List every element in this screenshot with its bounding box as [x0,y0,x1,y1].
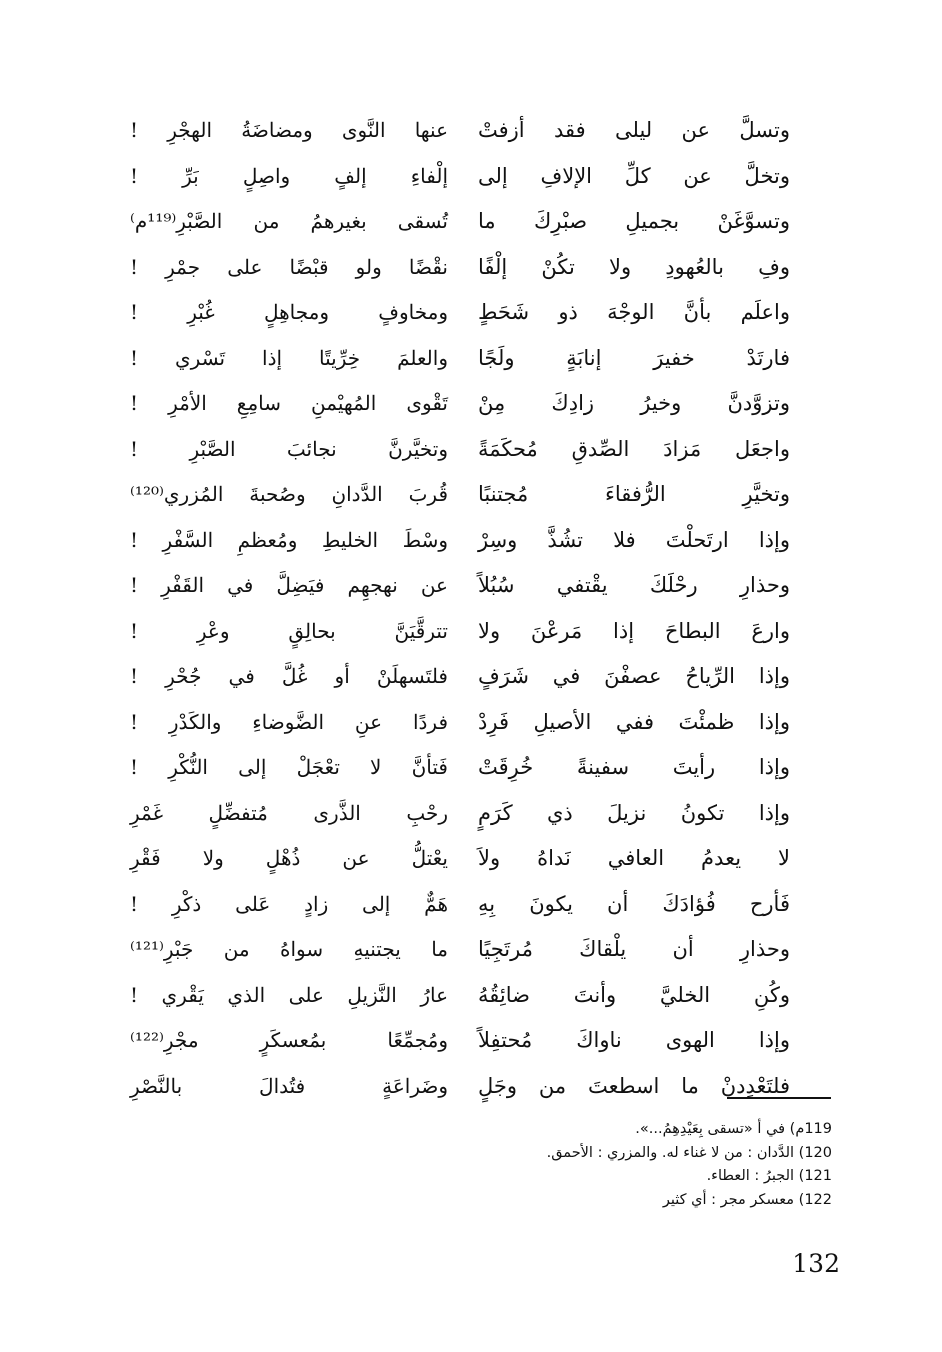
footnote-separator [727,1097,831,1099]
verse-first-hemistich: وفِ بالعُهودِ ولا تكُنْ إلْفًا [478,254,790,279]
footnote: 122) معسكر مجر : أي كثير [662,1191,832,1208]
verse-first-hemistich: وتسوَّغَنْ بجميلِ صبْرِكَ ما [478,209,790,233]
verse-second-hemistich: عن نهجهِم فيَضِلَّ في القَفْرِ ! [130,573,448,597]
verse-second-hemistich: فَتأنَّ لا تعْجَلْ إلى النُّكْرِ ! [130,755,448,779]
verse-first-hemistich: واجعَل مَزادَ الصِّدقِ مُحكَمَةً [478,436,790,461]
footnote: 120) الدَّدان : من لا غناء له. والمزري : الأحمق. [546,1144,832,1161]
verse-first-hemistich: وارعَ البطاحَ إذا مَرعْنَ ولا [478,618,790,643]
verse-first-hemistich: وتزوَّدنَّ وخيرُ زادِكَ مِنْ [478,391,790,415]
poem-left-column [130,108,448,1109]
verse-first-hemistich: وإذا تكونُ نزيلَ ذي كَرَمٍ [478,800,790,825]
verse-second-hemistich: قُربَ الدَّدانِ وصُحبةَ المُزري⁽¹²⁰⁾ [130,482,448,506]
verse-second-hemistich: تَقْوى المُهيْمنِ سامِعِ الأمْرِ ! [130,391,448,415]
verse-first-hemistich: وتخيَّرِ الرُّفقاءَ مُجتنبًا [478,482,790,506]
verse-first-hemistich: وإذا ظمئْتَ ففي الأصيلِ فَرِدْ [478,709,790,734]
verse-second-hemistich: فردًا عنِ الضَّوضاءِ والكَدْرِ ! [130,709,448,734]
verse-second-hemistich: والعلمَ خِرِّيتًا إذا تَسْري ! [130,345,448,370]
footnotes [380,1118,832,1212]
verse-second-hemistich: إلْفاءِ إلفٍ واصِلٍ بَرِّ ! [130,163,448,188]
verse-first-hemistich: وتسلَّ عن ليلى فقد أزفتْ [478,118,790,142]
verse-second-hemistich: وسْطَ الخليطِ ومُعظمِ السَّفْرِ ! [130,527,448,552]
verse-first-hemistich: واعلَم بأنَّ الوجْهَ ذو شَحَطٍ [478,300,790,324]
verse-first-hemistich: وإذا الهوى ناواكَ مُحتفِلاً [478,1028,790,1052]
verse-first-hemistich: فَأرح فُؤادَكَ أن يكونَ بِهِ [478,891,790,916]
verse-first-hemistich: فارتَدْ خفيرَ إنابَةٍ ولَجًا [478,345,790,370]
verse-second-hemistich: عارُ النَّزيلِ على الذي يَقْري ! [130,982,448,1007]
verse-second-hemistich: يعْتلُّ عن ذُهْلٍ ولا فَقْرِ [130,846,448,870]
verse-second-hemistich: عنها النَّوى ومضاضَةُ الهجْرِ ! [130,118,448,142]
verse-second-hemistich: تُسقى بغيرهمُ من الصَّبْرِ⁽¹¹⁹م⁾ [130,209,448,233]
verse-first-hemistich: وإذا رأيتَ سفينةً خُرِقَتْ [478,755,790,779]
verse-second-hemistich: تترقَّيَنَّ بحالِقٍ وعْرِ ! [130,618,448,643]
verse-first-hemistich: لا يعدمُ العافي نَداهُ ولاَ [478,846,790,870]
verse-second-hemistich: ومخاوفٍ ومجاهِلٍ غُبْرِ ! [130,300,448,324]
verse-second-hemistich: هَمٌّ إلى زادٍ عَلى ذكْرِ ! [130,891,448,916]
verse-first-hemistich: فلتَعْدِدنْ ما اسطعتَ من وجَلٍ [478,1073,790,1098]
verse-first-hemistich: وكُنِ الخليَّ وأنتَ ضائِقُهُ [478,982,790,1007]
footnote: 121) الجبرُ : العطاء. [706,1168,832,1184]
verse-first-hemistich: وتخلَّ عن كلِّ الإلافِ إلى [478,163,790,188]
verse-first-hemistich: وإذا ارتَحلْتَ فلا تشُذَّ وسِرْ [478,527,790,552]
page-number: 132 [792,1249,840,1278]
verse-second-hemistich: فلتَسهلَنْ أو غُلَّ في جُحْرِ ! [130,664,448,688]
verse-second-hemistich: رحْبِ الذَّرى مُتفضِّلٍ غَمْرِ [130,800,448,825]
verse-first-hemistich: وحذارِ رحْلَكَ يقْتفي سُبُلاً [478,573,790,597]
verse-second-hemistich: وتخيَّرنَّ نجائبَ الصَّبْرِ ! [130,436,448,461]
verse-first-hemistich: وإذا الرِّياحُ عصفْنَ في شَرَفٍ [478,664,790,688]
verse-second-hemistich: نقْضًا ولو قبْضًا على جمْرِ ! [130,254,448,279]
poem-right-column [478,108,790,1109]
verse-second-hemistich: وضَراعَةٍ فتُدالَ بالنَّصْرِ [130,1073,448,1098]
footnote: 119م) في أ «تسقى بِعَيْدِهِمُ...». [635,1121,832,1137]
verse-second-hemistich: ما يجتنيهِ سواهُ من جَبْرِ⁽¹²¹⁾ [130,937,448,961]
verse-second-hemistich: ومُجمِّعًا بمُعسكَرٍ مجْرِ⁽¹²²⁾ [130,1028,448,1052]
verse-first-hemistich: وحذارِ أن يلْقاكَ مُرتَجِيًا [478,937,790,961]
